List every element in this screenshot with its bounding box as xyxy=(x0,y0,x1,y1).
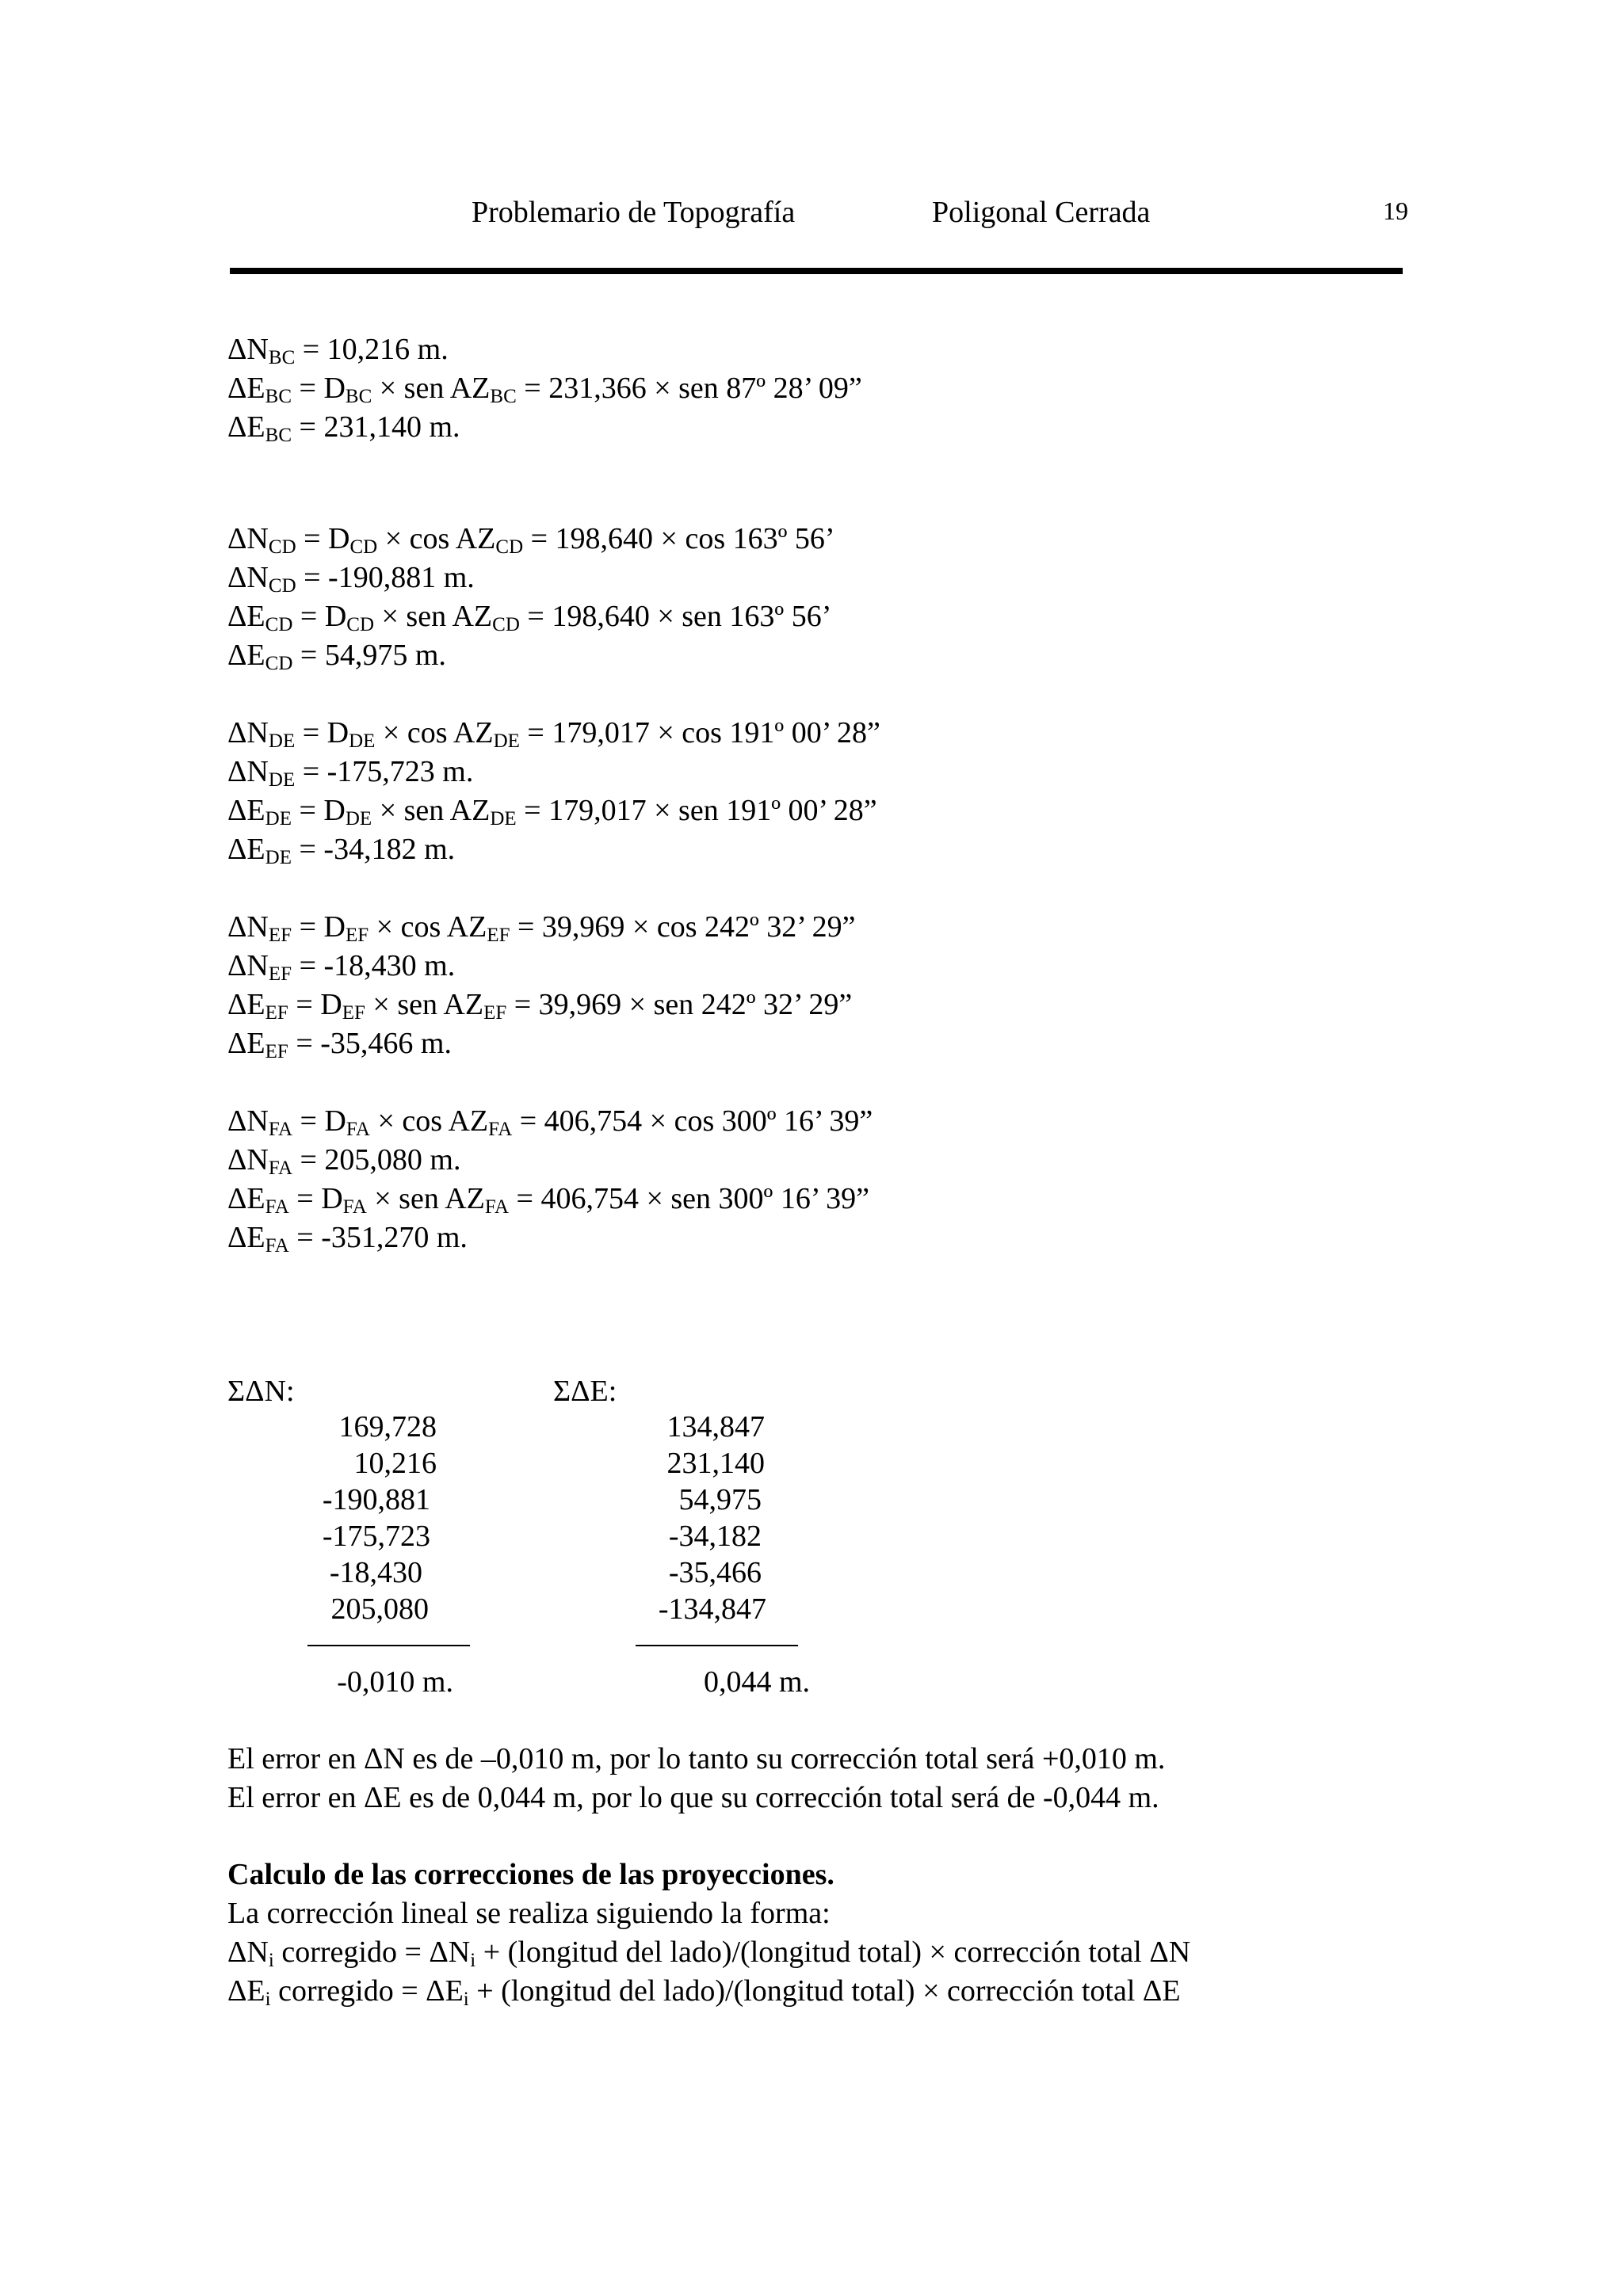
header-rule xyxy=(230,268,1403,274)
de-ef-result: $\Delta E_{EF} = -35,466$ m. xyxy=(227,1027,452,1062)
dn-bc-result: $\Delta N_{BC} = 10,216$ m. xyxy=(227,333,449,368)
de-fa-result: $\Delta E_{FA} = -351,270$ m. xyxy=(227,1221,468,1257)
error-n-text: El error en ΔN es de –0,010 m, por lo tanto su corrección total será +0,010 m. xyxy=(227,1742,1166,1775)
de-fa-formula: $\Delta E_{FA} = D_{FA}$ × sen $AZ_{FA} = 406,754$ × sen 300º 16’ 39” xyxy=(227,1182,870,1218)
sum-e-total: 0,044 m. xyxy=(703,1665,810,1699)
sum-e-value: -35,466 xyxy=(668,1556,762,1589)
sum-n-value: -190,881 xyxy=(322,1483,430,1516)
section-heading: Calculo de las correcciones de las proyecciones. xyxy=(227,1858,834,1891)
running-header-section: Poligonal Cerrada xyxy=(932,196,1151,229)
de-ef-formula: $\Delta E_{EF} = D_{EF}$ × sen $AZ_{EF} = 39,969$ × sen 242º 32’ 29” xyxy=(227,988,853,1024)
dn-ef-result: $\Delta N_{EF} = -18,430$ m. xyxy=(227,949,456,985)
sum-n-rule xyxy=(307,1645,470,1646)
de-cd-formula: $\Delta E_{CD} = D_{CD}$ × sen $AZ_{CD} = 198,640$ × sen 163º 56’ xyxy=(227,600,832,635)
sum-n-value: 169,728 xyxy=(338,1410,437,1444)
intro-text: La corrección lineal se realiza siguiendo la forma: xyxy=(227,1897,831,1930)
sum-e-value: -134,847 xyxy=(658,1592,766,1626)
sum-e-value: 54,975 xyxy=(678,1483,762,1516)
formula-e-corrected: ΔEi corregido = ΔEi + (longitud del lado)/(longitud total) × corrección total ΔE xyxy=(227,1974,1181,2010)
dn-fa-formula: $\Delta N_{FA} = D_{FA} \times \cos AZ_{FA} = 406,754 \times \cos$ 300º 16’ 39” xyxy=(227,1104,873,1140)
sum-n-value: 205,080 xyxy=(330,1592,429,1626)
error-e-text: El error en ΔE es de 0,044 m, por lo que su corrección total será de -0,044 m. xyxy=(227,1781,1159,1814)
sum-n-total: -0,010 m. xyxy=(337,1665,453,1699)
sum-n-label: ΣΔN: xyxy=(227,1375,295,1408)
sum-e-value: -34,182 xyxy=(668,1520,762,1553)
sum-n-value: 10,216 xyxy=(353,1447,437,1480)
dn-de-formula: $\Delta N_{DE} = D_{DE} \times \cos AZ_{DE} = 179,017 \times \cos$ 191º 00’ 28” xyxy=(227,716,880,752)
sum-n-value: -175,723 xyxy=(322,1520,430,1553)
dn-ef-formula: $\Delta N_{EF} = D_{EF} \times \cos AZ_{EF} = 39,969 \times \cos$ 242º 32’ 29” xyxy=(227,910,856,946)
de-bc-formula: $\Delta E_{BC} = D_{BC}$ × sen $AZ_{BC} = 231,366$ × sen 87º 28’ 09” xyxy=(227,372,862,407)
sum-e-rule xyxy=(636,1645,798,1646)
de-bc-result: $\Delta E_{BC} = 231,140$ m. xyxy=(227,410,460,446)
dn-cd-formula: $\Delta N_{CD} = D_{CD} \times \cos AZ_{CD} = 198,640 \times \cos$ 163º 56’ xyxy=(227,522,835,558)
de-de-result: $\Delta E_{DE} = -34,182$ m. xyxy=(227,833,456,868)
dn-fa-result: $\Delta N_{FA} = 205,080$ m. xyxy=(227,1143,461,1179)
sum-n-value: -18,430 xyxy=(329,1556,422,1589)
formula-n-corrected: ΔNi corregido = ΔNi + (longitud del lado)/(longitud total) × corrección total ΔN xyxy=(227,1936,1191,1971)
page-number: 19 xyxy=(1383,196,1408,225)
running-header-title: Problemario de Topografía xyxy=(472,196,796,229)
de-cd-result: $\Delta E_{CD} = 54,975$ m. xyxy=(227,639,446,674)
dn-de-result: $\Delta N_{DE} = -175,723$ m. xyxy=(227,755,474,791)
sum-e-value: 231,140 xyxy=(666,1447,765,1480)
sum-e-value: 134,847 xyxy=(666,1410,765,1444)
de-de-formula: $\Delta E_{DE} = D_{DE}$ × sen $AZ_{DE} = 179,017$ × sen 191º 00’ 28” xyxy=(227,794,877,830)
dn-cd-result: $\Delta N_{CD} = -190,881$ m. xyxy=(227,561,475,597)
sum-e-label: ΣΔE: xyxy=(553,1375,617,1408)
